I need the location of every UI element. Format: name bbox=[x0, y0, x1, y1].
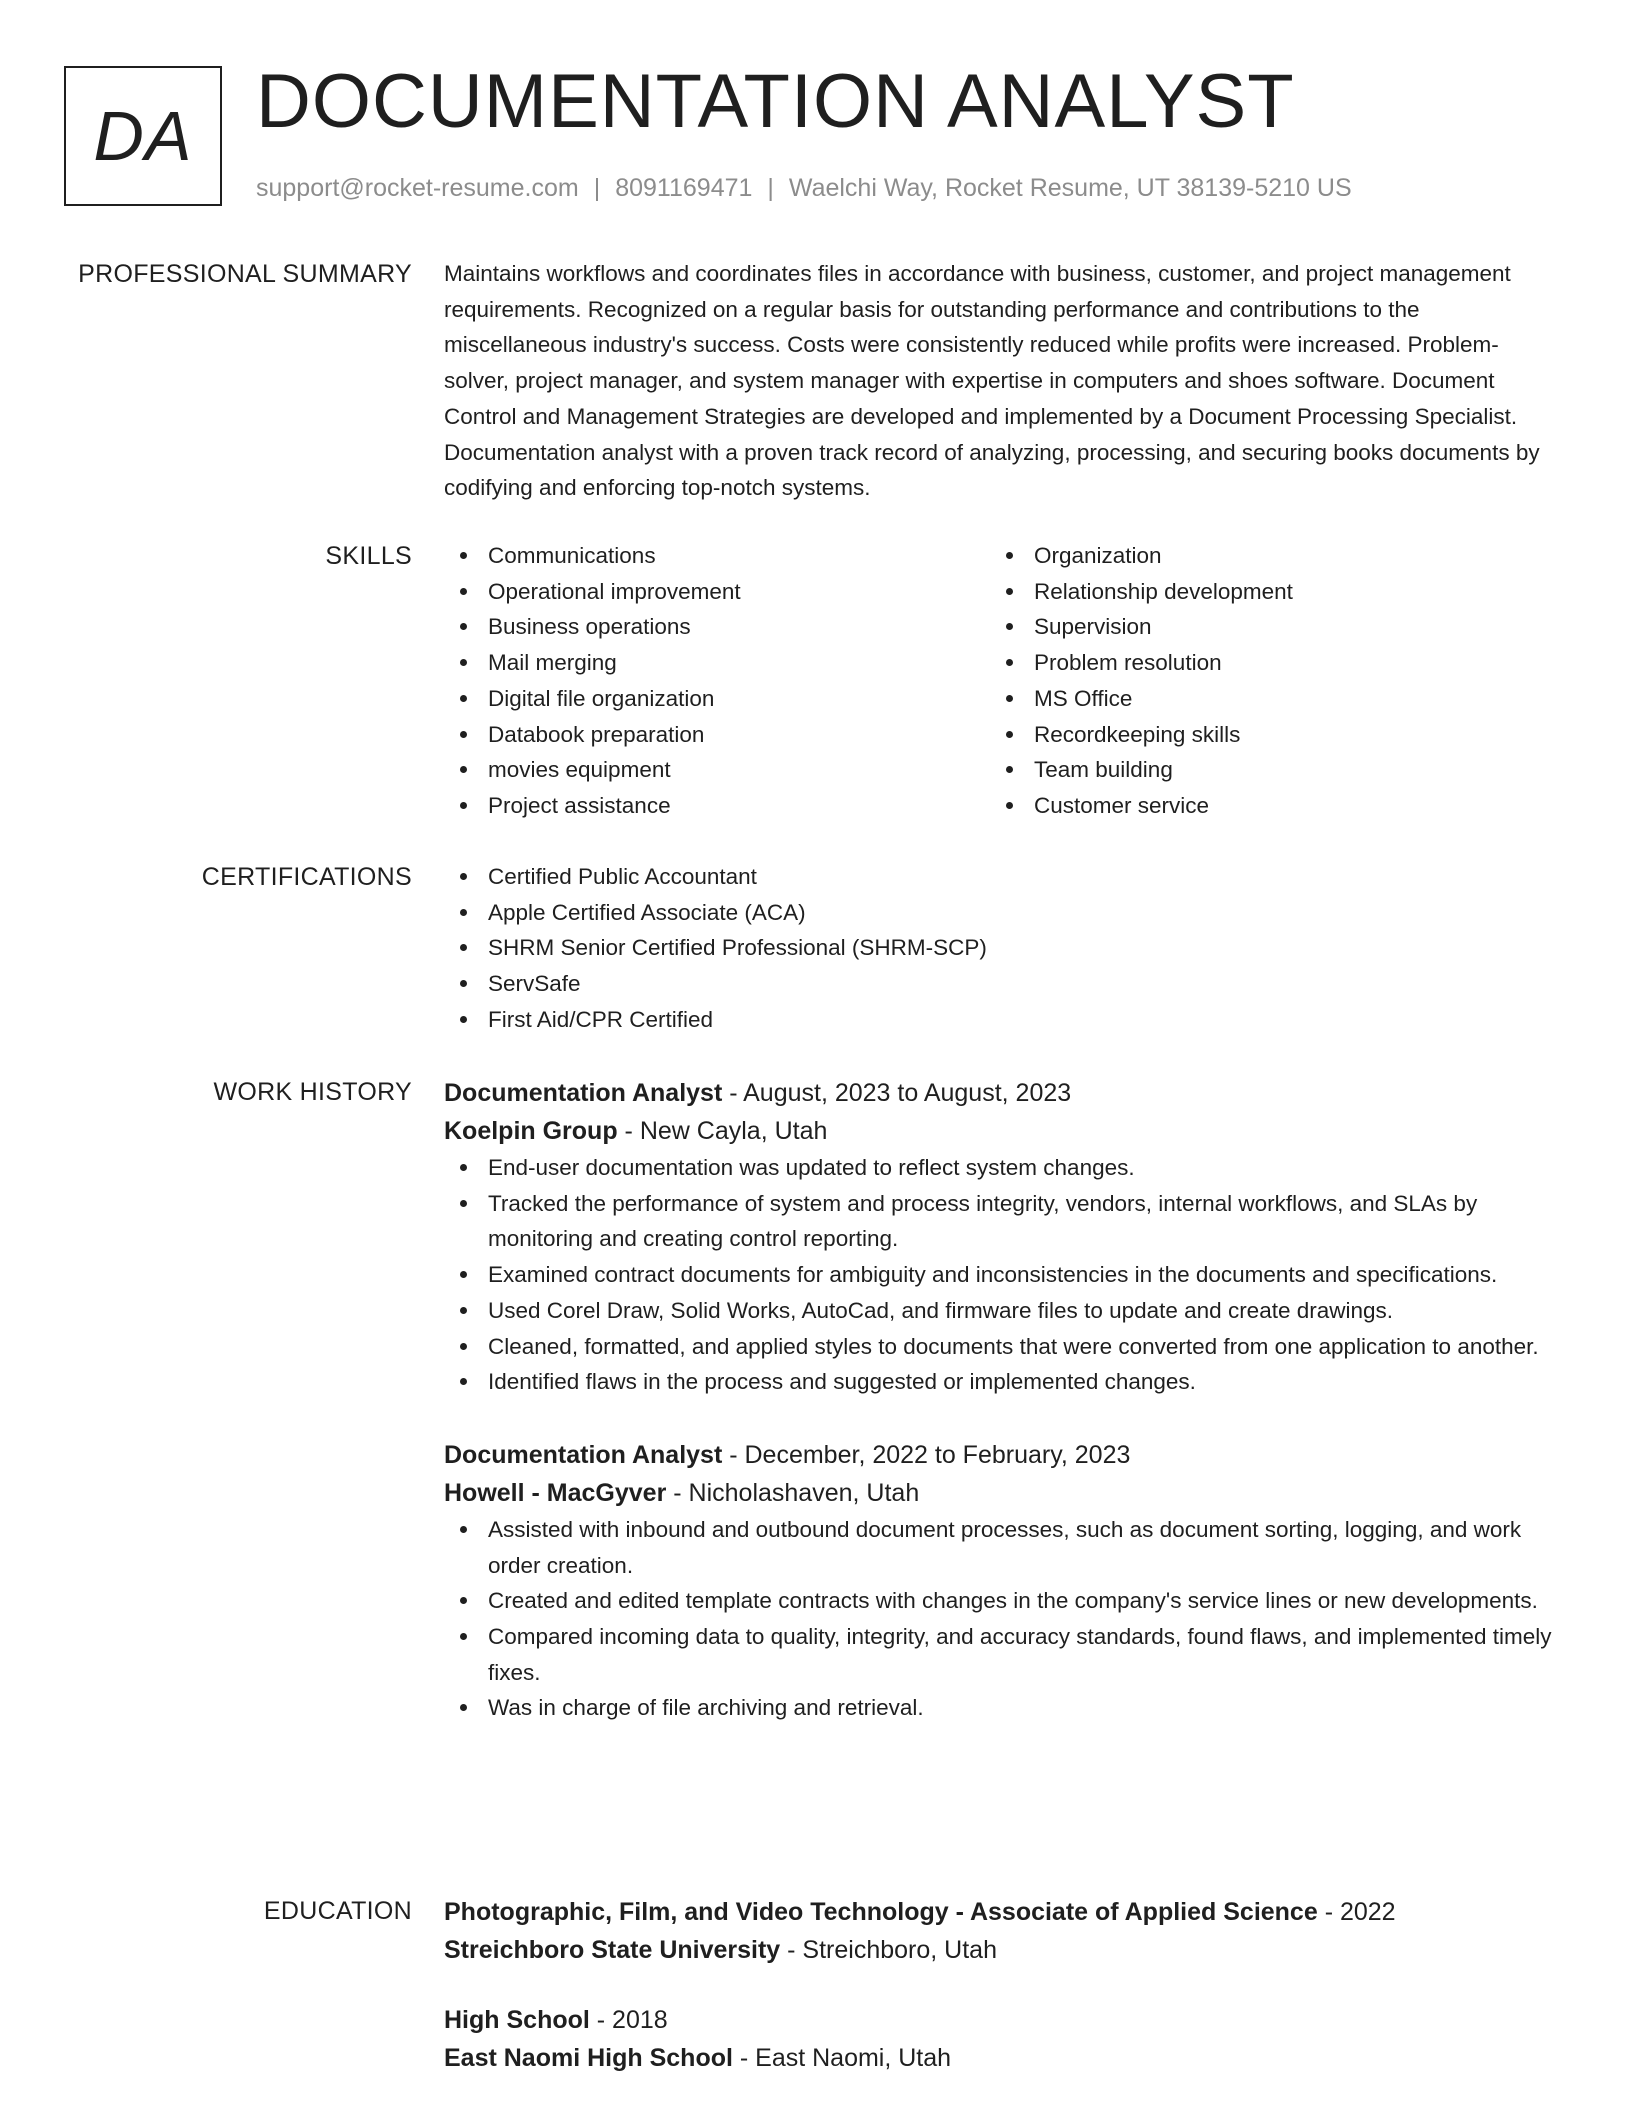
job-company: Koelpin Group bbox=[444, 1117, 618, 1145]
job-duty: Was in charge of file archiving and retrieval. bbox=[444, 1690, 1559, 1726]
section-title-summary: PROFESSIONAL SUMMARY bbox=[78, 260, 412, 288]
job-company-line bbox=[444, 1112, 1559, 1150]
job-dates: - December, 2022 to February, 2023 bbox=[722, 1440, 1131, 1469]
monogram-initials: DA bbox=[93, 97, 193, 175]
contact-phone: 8091169471 bbox=[615, 174, 753, 202]
education-body bbox=[444, 1893, 1559, 2109]
certifications-body bbox=[444, 859, 1559, 1038]
contact-separator: | bbox=[767, 174, 774, 202]
certification-item: Certified Public Accountant bbox=[444, 859, 1559, 895]
job-company-line bbox=[444, 1474, 1559, 1512]
contact-address: Waelchi Way, Rocket Resume, UT 38139-5210 US bbox=[788, 174, 1352, 202]
skill-item: movies equipment bbox=[444, 752, 990, 788]
certification-item: First Aid/CPR Certified bbox=[444, 1002, 1559, 1038]
job-company: Howell - MacGyver bbox=[444, 1478, 667, 1507]
job-duties-list bbox=[444, 1150, 1559, 1400]
summary-text: Maintains workflows and coordinates files in accordance with business, customer, and project management requirements. Recognized on a regular basis for outstanding performance and contributions to the miscellaneous industry's success. Costs were consistently reduced while profits were increased. Problem-solver, project manager, and system manager with expertise in computers and shoes software. Document Control and Management Strategies are developed and implemented by a Document Processing Specialist. Documentation analyst with a proven track record of analyzing, processing, and securing books documents by codifying and enforcing top-notch systems. bbox=[444, 261, 1540, 501]
education-location: - East Naomi, Utah bbox=[732, 2044, 952, 2072]
contact-separator: | bbox=[593, 174, 601, 202]
skill-item: Communications bbox=[444, 538, 990, 574]
skills-body bbox=[444, 538, 1559, 824]
skill-item: Team building bbox=[990, 752, 1536, 788]
skill-item: Relationship development bbox=[990, 574, 1536, 610]
skills-list-left bbox=[444, 538, 990, 824]
education-year: - 2018 bbox=[589, 2006, 668, 2034]
education-year: - 2022 bbox=[1317, 1898, 1396, 1926]
section-title-education: EDUCATION bbox=[263, 1897, 412, 1925]
job-duty: Cleaned, formatted, and applied styles to documents that were converted from one application to another. bbox=[444, 1329, 1559, 1365]
job-duties-list bbox=[444, 1512, 1559, 1726]
skill-item: Customer service bbox=[990, 788, 1536, 824]
skill-item: Digital file organization bbox=[444, 681, 990, 717]
job-duty: End-user documentation was updated to reflect system changes. bbox=[444, 1150, 1559, 1186]
skill-item: Mail merging bbox=[444, 645, 990, 681]
job-role-line bbox=[444, 1436, 1559, 1474]
education-degree-line bbox=[444, 1893, 1559, 1931]
job-duty: Assisted with inbound and outbound document processes, such as document sorting, logging, and work order creation. bbox=[444, 1512, 1559, 1583]
job-duty: Created and edited template contracts with changes in the company's service lines or new developments. bbox=[444, 1583, 1559, 1619]
section-title-certifications: CERTIFICATIONS bbox=[201, 863, 412, 891]
work-history-body bbox=[444, 1074, 1559, 1762]
certification-item: SHRM Senior Certified Professional (SHRM-SCP) bbox=[444, 930, 1559, 966]
skill-item: Recordkeeping skills bbox=[990, 717, 1536, 753]
skill-item: Supervision bbox=[990, 609, 1536, 645]
education-entry bbox=[444, 2001, 1559, 2077]
job-duty: Identified flaws in the process and suggested or implemented changes. bbox=[444, 1364, 1559, 1400]
skill-item: Business operations bbox=[444, 609, 990, 645]
skills-list-right bbox=[990, 538, 1536, 824]
contact-email: support@rocket-resume.com bbox=[256, 174, 579, 202]
job-duty: Tracked the performance of system and process integrity, vendors, internal workflows, and SLAs by monitoring and creating control reporting. bbox=[444, 1186, 1559, 1257]
skill-item: Databook preparation bbox=[444, 717, 990, 753]
job-duty: Compared incoming data to quality, integrity, and accuracy standards, found flaws, and implemented timely fixes. bbox=[444, 1619, 1559, 1690]
education-entry bbox=[444, 1893, 1559, 1969]
education-degree: High School bbox=[444, 2006, 590, 2034]
skill-item: Operational improvement bbox=[444, 574, 990, 610]
job-role: Documentation Analyst bbox=[444, 1079, 723, 1107]
skill-item: Organization bbox=[990, 538, 1536, 574]
job-dates: - August, 2023 to August, 2023 bbox=[722, 1079, 1072, 1107]
education-location: - Streichboro, Utah bbox=[780, 1936, 997, 1964]
education-degree: Photographic, Film, and Video Technology - Associate of Applied Science bbox=[444, 1898, 1318, 1926]
education-school-line bbox=[444, 2039, 1559, 2077]
job-duty: Used Corel Draw, Solid Works, AutoCad, and firmware files to update and create drawings. bbox=[444, 1293, 1559, 1329]
section-title-work-history: WORK HISTORY bbox=[213, 1078, 412, 1106]
certification-item: ServSafe bbox=[444, 966, 1559, 1002]
monogram-logo bbox=[64, 66, 222, 206]
job-role: Documentation Analyst bbox=[444, 1440, 723, 1469]
job-duty: Examined contract documents for ambiguity and inconsistencies in the documents and specifications. bbox=[444, 1257, 1559, 1293]
skill-item: Project assistance bbox=[444, 788, 990, 824]
contact-line bbox=[256, 174, 1352, 203]
certifications-list bbox=[444, 859, 1559, 1038]
skill-item: Problem resolution bbox=[990, 645, 1536, 681]
job-location: - Nicholashaven, Utah bbox=[666, 1478, 920, 1507]
summary-body bbox=[444, 256, 1559, 506]
section-title-skills: SKILLS bbox=[325, 542, 412, 570]
page-title: DOCUMENTATION ANALYST bbox=[256, 59, 1295, 144]
education-school: Streichboro State University bbox=[444, 1936, 781, 1964]
job-entry bbox=[444, 1436, 1559, 1726]
job-role-line bbox=[444, 1074, 1559, 1112]
job-location: - New Cayla, Utah bbox=[617, 1117, 828, 1145]
job-entry bbox=[444, 1074, 1559, 1400]
skill-item: MS Office bbox=[990, 681, 1536, 717]
certification-item: Apple Certified Associate (ACA) bbox=[444, 895, 1559, 931]
education-school: East Naomi High School bbox=[444, 2044, 733, 2072]
education-degree-line bbox=[444, 2001, 1559, 2039]
education-school-line bbox=[444, 1931, 1559, 1969]
